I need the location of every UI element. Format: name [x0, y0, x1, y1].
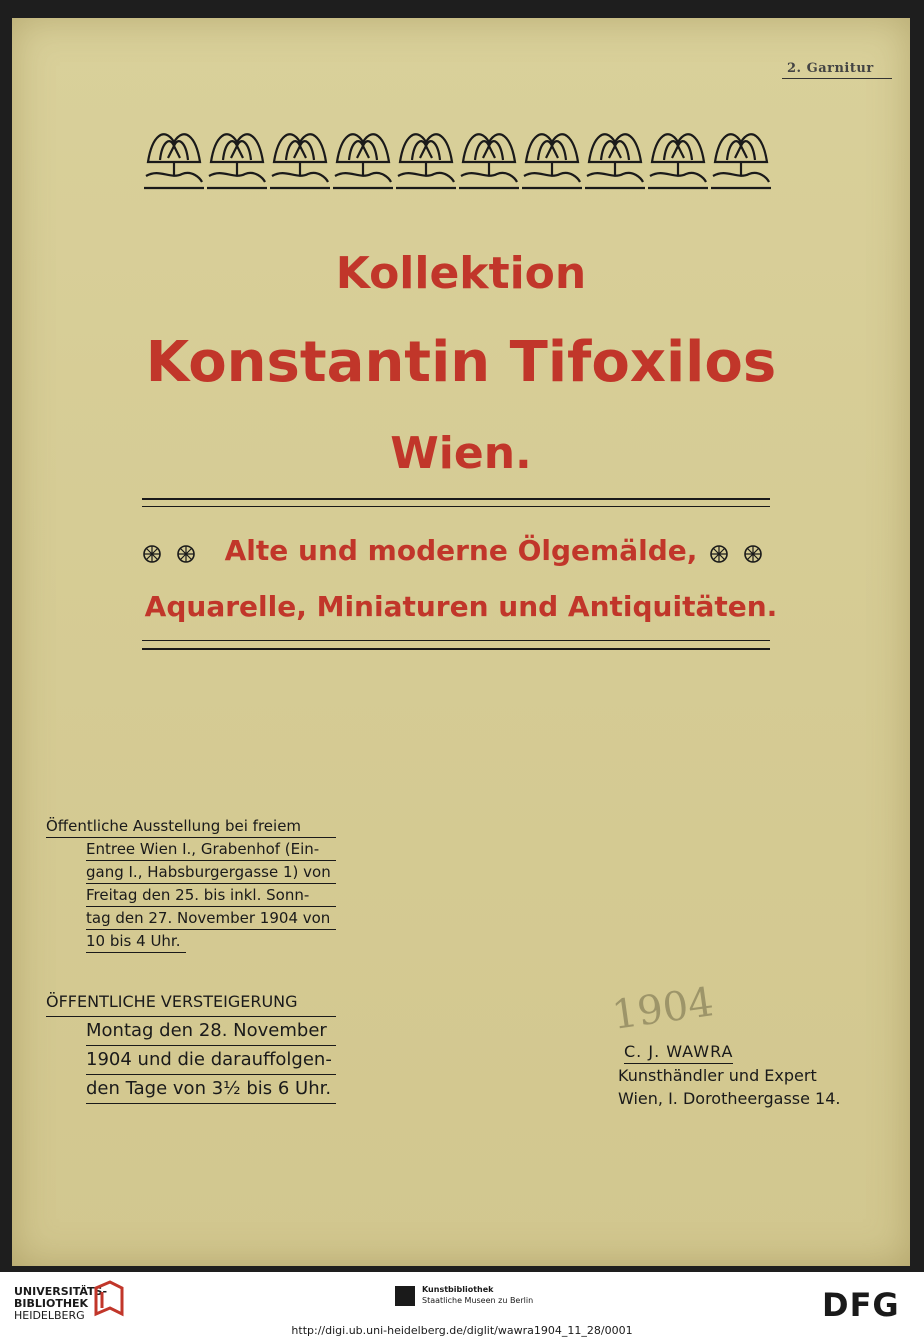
exhibition-line: Freitag den 25. bis inkl. Sonn-	[86, 884, 336, 907]
dealer-name: C. J. WAWRA	[624, 1040, 733, 1064]
dfg-logo[interactable]: DFG	[822, 1286, 900, 1324]
permalink-url[interactable]: http://digi.ub.uni-heidelberg.de/diglit/wawra1904_11_28/0001	[291, 1324, 633, 1337]
dealer-address: Wien, I. Dorotheergasse 14.	[618, 1089, 841, 1108]
divider-bottom	[142, 648, 770, 650]
dealer-title: Kunsthändler und Expert	[618, 1066, 817, 1085]
exhibition-line: 10 bis 4 Uhr.	[86, 930, 186, 953]
subtitle-paintings: Alte und moderne Ölgemälde,	[224, 534, 698, 567]
rosette-icon	[743, 544, 763, 564]
library-name-line: UNIVERSITÄTS-	[14, 1285, 108, 1298]
viewer-footer	[0, 1272, 924, 1339]
lotus-ornament-border	[142, 116, 782, 198]
stamp-label: 2. Garnitur	[787, 61, 874, 76]
divider-bottom-thin	[142, 640, 770, 641]
divider-top-thin	[142, 506, 770, 507]
library-name-line: BIBLIOTHEK	[14, 1297, 89, 1310]
handwritten-year: 1904	[609, 979, 717, 1039]
auction-line: den Tage von 3½ bis 6 Uhr.	[86, 1075, 336, 1104]
title-city: Wien.	[390, 428, 532, 479]
auction-line: 1904 und die darauffolgen-	[86, 1046, 336, 1075]
divider-top	[142, 498, 770, 500]
library-emblem-icon	[92, 1278, 126, 1318]
auction-line: Montag den 28. November	[86, 1017, 336, 1046]
subtitle-antiquities: Aquarelle, Miniaturen und Antiquitäten.	[144, 590, 778, 623]
title-owner-name: Konstantin Tifoxilos	[145, 330, 777, 395]
exhibition-line: gang I., Habsburgergasse 1) von	[86, 861, 336, 884]
catalog-cover	[12, 18, 910, 1266]
exhibition-line: tag den 27. November 1904 von	[86, 907, 336, 930]
dealer-info	[618, 1040, 841, 1110]
exhibition-notice	[46, 815, 336, 953]
kunstbibliothek-label	[422, 1284, 533, 1306]
exhibition-line: Entree Wien I., Grabenhof (Ein-	[86, 838, 336, 861]
auction-notice	[46, 988, 336, 1104]
exhibition-line: Öffentliche Ausstellung bei freiem	[46, 815, 336, 838]
rosette-icon	[709, 544, 729, 564]
library-name-line: HEIDELBERG	[14, 1309, 85, 1322]
stamp-underline	[782, 78, 892, 79]
kunstbibliothek-logo-icon[interactable]	[395, 1286, 415, 1306]
auction-heading: ÖFFENTLICHE VERSTEIGERUNG	[46, 988, 336, 1017]
kb-name: Kunstbibliothek	[422, 1285, 494, 1294]
kb-subname: Staatliche Museen zu Berlin	[422, 1296, 534, 1305]
title-collection: Kollektion	[335, 248, 587, 299]
